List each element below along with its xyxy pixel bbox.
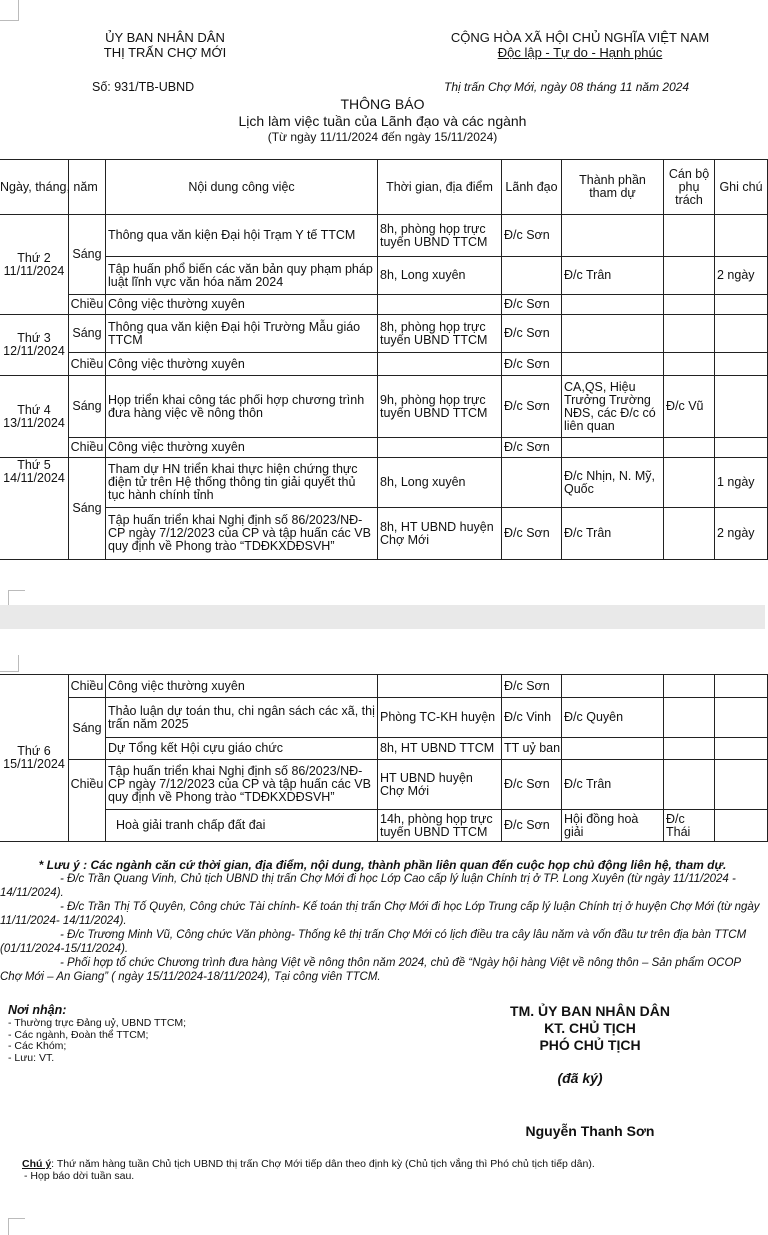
task-time-place: 14h, phòng họp trực tuyến UBND TTCM <box>378 810 502 842</box>
page-corner-mark <box>0 0 19 21</box>
table-row <box>0 215 768 257</box>
title-line1: THÔNG BÁO <box>340 96 425 112</box>
task-officer: Đ/c Thái <box>664 810 715 842</box>
task-leader: Đ/c Sơn <box>502 376 562 438</box>
footer-note <box>22 1158 762 1182</box>
task-content: Thảo luận dự toán thu, chi ngân sách các xã, thị trấn năm 2025 <box>106 698 378 738</box>
session-afternoon: Chiều <box>69 353 106 376</box>
footer-text: : Thứ năm hàng tuần Chủ tịch UBND thị trấn Chợ Mới tiếp dân theo định kỳ (Chủ tịch vắng thì Phó chủ tịch tiếp dân). <box>51 1158 595 1170</box>
task-leader: Đ/c Sơn <box>502 810 562 842</box>
footer-label: Chú ý <box>22 1158 52 1170</box>
title-line2: Lịch làm việc tuần của Lãnh đạo và các ngành <box>238 113 527 129</box>
task-content: Hoà giải tranh chấp đất đai <box>106 810 378 842</box>
task-time-place: 8h, Long xuyên <box>378 257 502 295</box>
task-note: 2 ngày <box>715 508 768 560</box>
task-note: 2 ngày <box>715 257 768 295</box>
header-officer: Cán bộ phụ trách <box>664 160 715 215</box>
schedule-table <box>0 159 768 560</box>
task-leader: Đ/c Sơn <box>502 508 562 560</box>
day-cell-friday: Thứ 6 15/11/2024 <box>0 675 69 842</box>
task-content: Thông qua văn kiện Đại hội Trạm Y tế TTCM <box>106 215 378 257</box>
document-title <box>0 96 765 144</box>
table-row <box>0 438 768 458</box>
signature-line1: TM. ỦY BAN NHÂN DÂN <box>510 1003 670 1019</box>
task-content: Tham dự HN triển khai thực hiện chứng thực điện tử trên Hệ thống thông tin giải quyết thủ tục hành chính tỉnh <box>106 458 378 508</box>
signer-name: Nguyễn Thanh Sơn <box>525 1123 655 1139</box>
task-content: Công việc thường xuyên <box>106 438 378 458</box>
note-item: - Phối hợp tổ chức Chương trình đưa hàng Việt về nông thôn năm 2024, chủ đề “Ngày hội hàng Việt về nông thôn – Sản phẩm OCOP Chợ Mới – An Giang” ( ngày 15/11/2024-18/11/2024), Tại công viên TTCM. <box>0 957 741 983</box>
session-morning: Sáng <box>69 315 106 353</box>
page-corner-mark <box>8 1218 25 1235</box>
task-time-place: 8h, phòng họp trực tuyến UBND TTCM <box>378 315 502 353</box>
task-content: Công việc thường xuyên <box>106 295 378 315</box>
table-row <box>0 458 768 508</box>
task-content: Tập huấn triển khai Nghị định số 86/2023/NĐ-CP ngày 7/12/2023 của CP và tập huấn các VB quy định về Phong trào “TDĐKXDĐSVH” <box>106 760 378 810</box>
table-row <box>0 315 768 353</box>
table-row <box>0 698 768 738</box>
task-leader: Đ/c Vinh <box>502 698 562 738</box>
task-content: Tập huấn phổ biến các văn bản quy phạm pháp luật lĩnh vực văn hóa năm 2024 <box>106 257 378 295</box>
table-row <box>0 376 768 438</box>
session-afternoon: Chiều <box>69 760 106 842</box>
recipient-item: - Lưu: VT. <box>8 1051 55 1064</box>
task-note: 1 ngày <box>715 458 768 508</box>
session-morning: Sáng <box>69 376 106 438</box>
table-row <box>0 257 768 295</box>
notes-section <box>0 858 765 984</box>
task-time-place: 9h, phòng họp trực tuyến UBND TTCM <box>378 376 502 438</box>
task-leader: Đ/c Sơn <box>502 353 562 376</box>
task-time-place: 8h, HT UBND huyện Chợ Mới <box>378 508 502 560</box>
table-row <box>0 810 768 842</box>
header-participants: Thành phần tham dự <box>562 160 664 215</box>
task-participants: Đ/c Nhịn, N. Mỹ, Quốc <box>562 458 664 508</box>
signature-block <box>470 1003 710 1054</box>
table-row <box>0 738 768 760</box>
note-item: - Đ/c Trương Minh Vũ, Công chức Văn phòng- Thống kê thị trấn Chợ Mới có lịch điều tra cây lâu năm và vốn đầu tư trên địa bàn TTCM (01/11/2024-15/11/2024). <box>0 929 747 955</box>
document-number: Số: 931/TB-UBND <box>92 80 195 94</box>
footer-line2: - Họp báo dời tuần sau. <box>24 1170 135 1182</box>
table-header-row <box>0 160 768 215</box>
signature-line2: KT. CHỦ TỊCH <box>544 1020 636 1036</box>
task-participants: Hội đồng hoà giải <box>562 810 664 842</box>
task-leader: Đ/c Sơn <box>502 295 562 315</box>
org-line2: THỊ TRẤN CHỢ MỚI <box>103 45 227 60</box>
national-motto <box>420 30 740 60</box>
task-content: Họp triển khai công tác phối hợp chương trình đưa hàng việc về nông thôn <box>106 376 378 438</box>
table-row <box>0 508 768 560</box>
nation-line1: CỘNG HÒA XÃ HỘI CHỦ NGHĨA VIỆT NAM <box>450 30 710 45</box>
header-day: Ngày, tháng, năm <box>0 160 69 215</box>
signature-line3: PHÓ CHỦ TỊCH <box>539 1037 641 1053</box>
nation-line2: Độc lập - Tự do - Hạnh phúc <box>497 45 663 60</box>
recipients-block <box>8 1003 348 1064</box>
session-afternoon: Chiều <box>69 675 106 698</box>
task-leader: Đ/c Sơn <box>502 760 562 810</box>
header-leader: Lãnh đạo <box>502 160 562 215</box>
table-row <box>0 353 768 376</box>
task-content: Dự Tổng kết Hội cựu giáo chức <box>106 738 378 760</box>
place-and-date: Thị trấn Chợ Mới, ngày 08 tháng 11 năm 2024 <box>444 80 690 94</box>
task-content: Tập huấn triển khai Nghị định số 86/2023/NĐ-CP ngày 7/12/2023 của CP và tập huấn các VB quy định về Phong trào “TDĐKXDĐSVH” <box>106 508 378 560</box>
header-content: Nội dung công việc <box>106 160 378 215</box>
day-cell-wednesday: Thứ 4 13/11/2024 <box>0 376 69 458</box>
table-row <box>0 760 768 810</box>
table-row <box>0 295 768 315</box>
task-leader: Đ/c Sơn <box>502 675 562 698</box>
page-separator <box>0 605 765 629</box>
issuing-organization <box>70 30 260 60</box>
task-leader: Đ/c Sơn <box>502 315 562 353</box>
schedule-table-continued <box>0 674 768 842</box>
session-afternoon: Chiều <box>69 438 106 458</box>
title-line3: (Từ ngày 11/11/2024 đến ngày 15/11/2024) <box>267 130 498 144</box>
task-participants: Đ/c Quyên <box>562 698 664 738</box>
note-item: - Đ/c Trần Quang Vinh, Chủ tịch UBND thị trấn Chợ Mới đi học Lớp Cao cấp lý luận Chính trị ở TP. Long Xuyên (từ ngày 11/11/2024 - 14/11/2024). <box>0 873 736 899</box>
task-content: Thông qua văn kiện Đại hội Trường Mẫu giáo TTCM <box>106 315 378 353</box>
session-morning: Sáng <box>69 215 106 295</box>
task-participants: Đ/c Trân <box>562 760 664 810</box>
header-time-place: Thời gian, địa điểm <box>378 160 502 215</box>
task-content: Công việc thường xuyên <box>106 675 378 698</box>
recipient-item: - Thường trực Đảng uỷ, UBND TTCM; <box>8 1017 187 1029</box>
task-content: Công việc thường xuyên <box>106 353 378 376</box>
note-item: - Đ/c Trần Thị Tố Quyên, Công chức Tài chính- Kế toán thị trấn Chợ Mới đi học Lớp Trung cấp lý luận Chính trị ở huyện Chợ Mới (từ ngày 11/11/2024- 14/11/2024). <box>0 901 760 927</box>
table-row <box>0 675 768 698</box>
task-time-place: 8h, Long xuyên <box>378 458 502 508</box>
task-leader: Đ/c Sơn <box>502 215 562 257</box>
signed-mark: (đã ký) <box>557 1070 603 1086</box>
task-leader: Đ/c Sơn <box>502 438 562 458</box>
day-cell-tuesday: Thứ 3 12/11/2024 <box>0 315 69 376</box>
task-officer: Đ/c Vũ <box>664 376 715 438</box>
task-time-place: 8h, HT UBND TTCM <box>378 738 502 760</box>
recipient-item: - Các Khóm; <box>8 1040 67 1052</box>
note-general: * Lưu ý : Các ngành căn cứ thời gian, địa điểm, nội dung, thành phần liên quan đến cuộc họp chủ động liên hệ, tham dự. <box>38 858 727 872</box>
task-time-place: 8h, phòng họp trực tuyến UBND TTCM <box>378 215 502 257</box>
task-participants: Đ/c Trân <box>562 508 664 560</box>
task-time-place: Phòng TC-KH huyện <box>378 698 502 738</box>
session-morning: Sáng <box>69 698 106 760</box>
recipients-title: Nơi nhận: <box>8 1003 67 1017</box>
page-corner-mark <box>0 655 19 672</box>
header-note: Ghi chú <box>715 160 768 215</box>
day-cell-thursday: Thứ 5 14/11/2024 <box>0 458 69 560</box>
task-leader: TT uỷ ban <box>502 738 562 760</box>
org-line1: ỦY BAN NHÂN DÂN <box>105 30 225 45</box>
session-afternoon: Chiều <box>69 295 106 315</box>
task-time-place: HT UBND huyện Chợ Mới <box>378 760 502 810</box>
recipient-item: - Các ngành, Đoàn thể TTCM; <box>8 1028 149 1041</box>
day-cell-monday: Thứ 2 11/11/2024 <box>0 215 69 315</box>
session-morning: Sáng <box>69 458 106 560</box>
task-participants: CA,QS, Hiệu Trưởng Trường NĐS, các Đ/c có liên quan <box>562 376 664 438</box>
task-participants: Đ/c Trân <box>562 257 664 295</box>
